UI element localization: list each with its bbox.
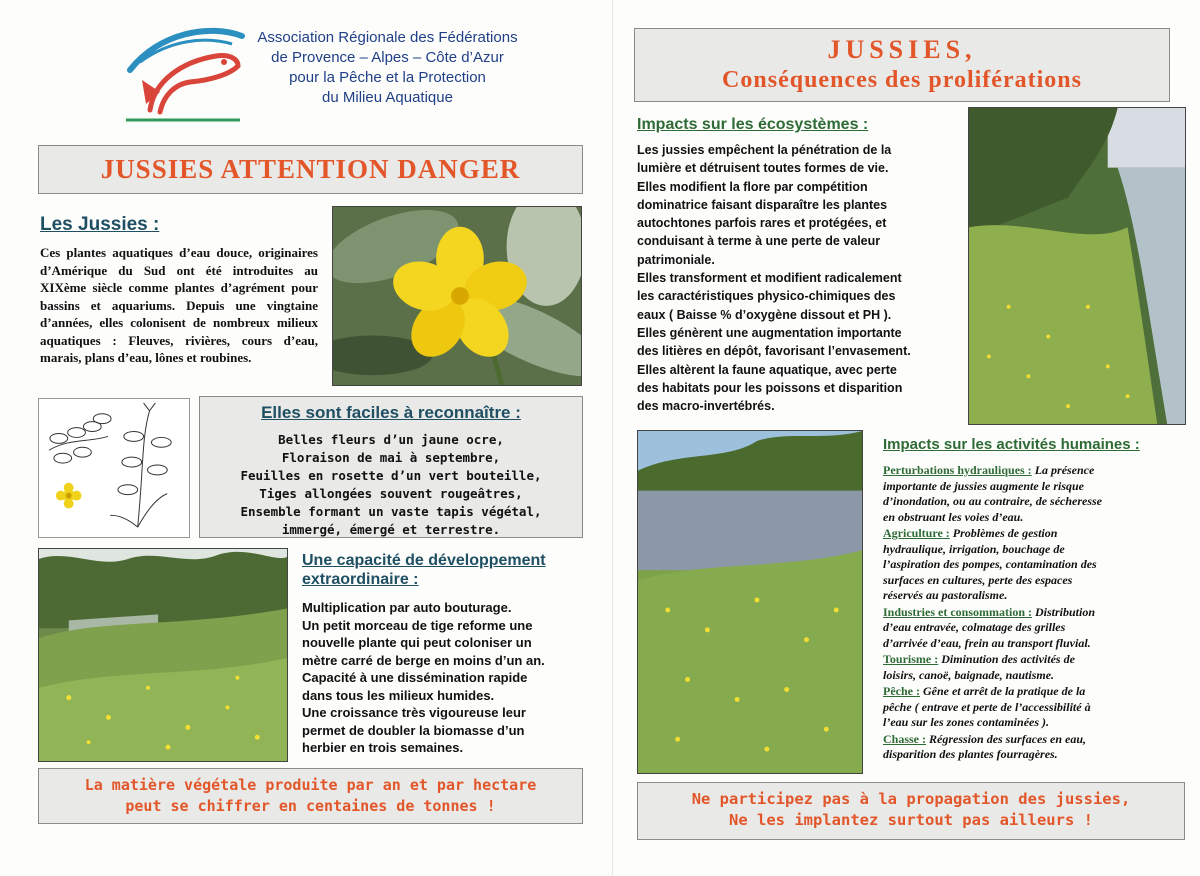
impact-head: Industries et consommation : xyxy=(883,604,1032,619)
eco-line: Elles altèrent la faune aquatique, avec perte xyxy=(637,362,897,377)
impact-text: Diminution des activités de xyxy=(938,652,1075,666)
capacity-line: dans tous les milieux humides. xyxy=(302,687,495,703)
capacity-line: herbier en trois semaines. xyxy=(302,740,464,755)
org-line: Association Régionale des Fédérations xyxy=(257,29,518,46)
impact-text: Régression des surfaces en eau, xyxy=(926,731,1087,746)
river-photo-top xyxy=(968,107,1186,425)
eco-title: Impacts sur les écosystèmes : xyxy=(637,116,869,133)
impact-text: Gêne et arrêt de la pratique de la xyxy=(919,684,1086,698)
impact-head: Tourisme : xyxy=(883,652,939,666)
recognize-line: Belles fleurs d’un jaune ocre, xyxy=(278,432,504,447)
impact-line: pêche ( entrave et perte de l’accessibilité à xyxy=(883,699,1091,714)
left-footer xyxy=(39,775,582,817)
eco-line: autochtones parfois rares et protégées, et xyxy=(637,216,887,231)
left-footer-line: La matière végétale produite par an et par hectare xyxy=(84,776,537,794)
impact-line: hydraulique, irrigation, bouchage de xyxy=(883,541,1065,556)
capacity-section xyxy=(302,551,592,757)
capacity-line: Multiplication par auto bouturage. xyxy=(302,600,512,615)
recognize-line: immergé, émergé et terrestre. xyxy=(281,522,501,537)
eco-line: patrimoniale. xyxy=(637,252,715,267)
eco-line: Les jussies empêchent la pénétration de la xyxy=(637,143,892,157)
capacity-line: Capacité à une dissémination rapide xyxy=(302,670,528,685)
recognize-line: Tiges allongées souvent rougeâtres, xyxy=(259,486,523,501)
impact-line: l’aspiration des pompes, contamination des xyxy=(883,557,1097,571)
eco-line: dominatrice faisant disparaître les plantes xyxy=(637,197,888,212)
plant-sketch-icon xyxy=(39,399,189,537)
right-footer-line: Ne les implantez surtout pas ailleurs ! xyxy=(729,811,1093,829)
fish-logo xyxy=(120,22,248,126)
impact-line: l’eau sur les zones contaminées ). xyxy=(883,715,1050,729)
recognize-title: Elles sont faciles à reconnaître : xyxy=(261,403,521,422)
right-footer-line: Ne participez pas à la propagation des jussies, xyxy=(691,790,1131,808)
eco-line: des habitats pour les poissons et disparition xyxy=(637,380,903,395)
impact-line: surfaces en cultures, perte des espaces xyxy=(883,572,1073,587)
impact-industry xyxy=(883,605,1183,652)
capacity-line: mètre carré de berge en moins d’un an. xyxy=(302,652,545,668)
left-footer-box xyxy=(38,768,583,824)
recognize-list xyxy=(200,431,582,539)
capacity-line: Une croissance très vigoureuse leur xyxy=(302,705,526,720)
impact-line: d’arrivée d’eau, frein au transport fluvial. xyxy=(883,635,1091,650)
impact-line: loisirs, canoë, baignade, nautisme. xyxy=(883,667,1055,682)
eco-line: des litières en dépôt, favorisant l’envasement. xyxy=(637,344,911,359)
org-line: de Provence – Alpes – Côte d’Azur xyxy=(271,49,504,66)
jussies-title: Les Jussies : xyxy=(40,214,160,235)
plant-sketch xyxy=(38,398,190,538)
right-title-box xyxy=(634,28,1170,102)
capacity-title-line: Une capacité de développement xyxy=(302,552,546,569)
recognize-line: Floraison de mai à septembre, xyxy=(281,450,501,465)
org-line: du Milieu Aquatique xyxy=(322,89,453,106)
human-impacts xyxy=(883,463,1183,764)
capacity-title-line: extraordinaire : xyxy=(302,571,419,588)
impact-fishing xyxy=(883,684,1183,731)
impact-line: réservés au pastoralisme. xyxy=(883,588,1008,602)
human-title: Impacts sur les activités humaines : xyxy=(883,436,1140,453)
eco-line: Elles génèrent une augmentation importante xyxy=(637,325,902,340)
impact-head: Agriculture : xyxy=(883,526,950,540)
impact-hydraulic xyxy=(883,463,1183,525)
right-title-2: Conséquences des proliférations xyxy=(722,67,1082,93)
eco-line: les caractéristiques physico-chimiques des xyxy=(637,289,896,304)
fish-logo-icon xyxy=(120,22,248,126)
impact-hunting xyxy=(883,732,1183,763)
right-title-1: JUSSIES, xyxy=(827,35,977,64)
right-footer xyxy=(638,789,1184,831)
eco-text xyxy=(637,141,967,415)
impact-text: Distribution xyxy=(1032,604,1096,619)
impact-head: Pêche : xyxy=(883,684,920,698)
right-footer-box xyxy=(637,782,1185,840)
riverbank-photo xyxy=(38,548,288,762)
capacity-text xyxy=(302,599,592,757)
impact-text: La présence xyxy=(1031,463,1095,477)
org-name xyxy=(250,28,525,108)
eco-line: eaux ( Baisse % d’oxygène dissout et PH ). xyxy=(637,307,892,322)
impact-line: importante de jussies augmente le risque xyxy=(883,478,1085,493)
eco-line: Elles transforment et modifient radicalement xyxy=(637,271,902,286)
recognize-box xyxy=(199,396,583,538)
impact-head: Chasse : xyxy=(883,731,927,746)
main-title: JUSSIES ATTENTION DANGER xyxy=(100,154,521,184)
capacity-title xyxy=(302,551,592,589)
capacity-line: Un petit morceau de tige reforme une xyxy=(302,617,533,633)
river-photo-bottom xyxy=(637,430,863,774)
main-title-box xyxy=(38,145,583,194)
impact-line: disparition des plantes fourragères. xyxy=(883,747,1058,761)
impact-text: Problèmes de gestion xyxy=(949,526,1058,540)
left-footer-line: peut se chiffrer en centaines de tonnes ! xyxy=(125,797,496,815)
impact-head: Perturbations hydrauliques : xyxy=(883,463,1032,477)
capacity-line: permet de doubler la biomasse d’un xyxy=(302,722,525,738)
impact-line: d’inondation, ou au contraire, de sécheresse xyxy=(883,494,1103,508)
recognize-line: Ensemble formant un vaste tapis végétal, xyxy=(240,504,542,519)
eco-line: des macro-invertébrés. xyxy=(637,399,775,414)
eco-line: conduisant à terme à une perte de valeur xyxy=(637,234,881,249)
org-line: pour la Pêche et la Protection xyxy=(289,69,486,86)
impact-line: en obstruant les voies d’eau. xyxy=(883,509,1024,524)
impact-tourism xyxy=(883,652,1183,683)
page-fold xyxy=(612,0,613,876)
jussies-text: Ces plantes aquatiques d’eau douce, originaires d’Amérique du Sud ont été introduites au XIXème siècle comme plantes d’agrément pour bassins et aquariums. Depuis une vingtaine d’années, elles colonisent de nombreux milieux aquatiques : Fleuves, rivières, cours d’eau, marais, plans d’eau, lônes et roubines. xyxy=(40,245,318,365)
impact-line: d’eau entravée, colmatage des grilles xyxy=(883,620,1066,634)
recognize-line: Feuilles en rosette d’un vert bouteille, xyxy=(240,468,542,483)
eco-line: Elles modifient la flore par compétition xyxy=(637,179,868,194)
capacity-line: nouvelle plante qui peut coloniser un xyxy=(302,635,532,650)
eco-line: lumière et détruisent toutes formes de vie. xyxy=(637,161,889,176)
flower-photo xyxy=(332,206,582,386)
impact-agriculture xyxy=(883,526,1183,604)
